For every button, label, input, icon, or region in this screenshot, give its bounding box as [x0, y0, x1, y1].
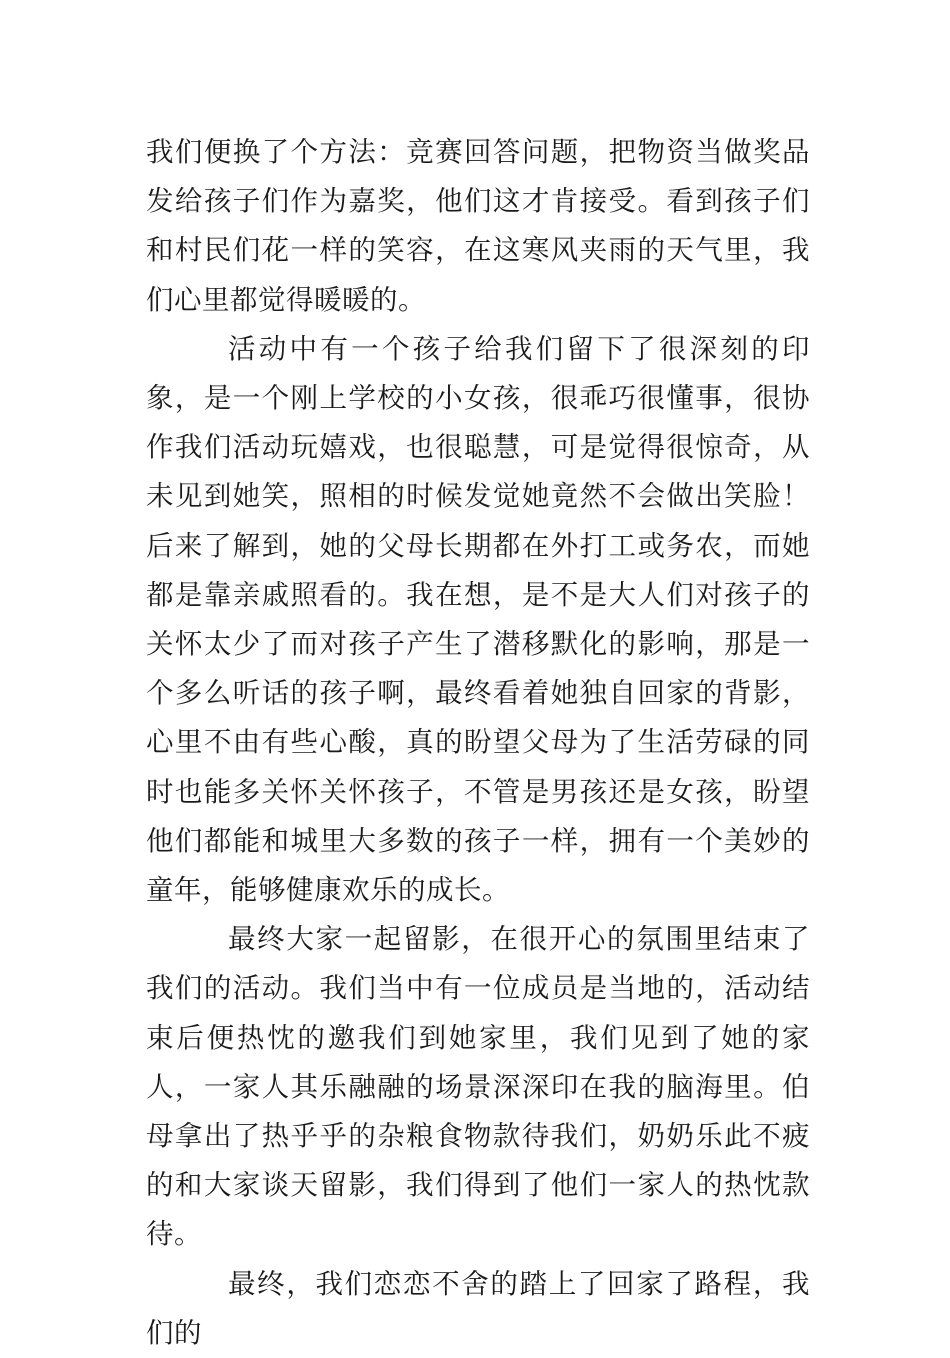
- paragraph-continued: 我们便换了个方法：竞赛回答问题，把物资当做奖品发给孩子们作为嘉奖，他们这才肯接受。看到孩子们和村民们花一样的笑容，在这寒风夹雨的天气里，我们心里都觉得暖暖的。: [146, 136, 810, 316]
- body-text: [146, 128, 810, 1358]
- paragraph-journey-home: 最终，我们恋恋不舍的踏上了回家了路程，我们的: [146, 1267, 810, 1349]
- paragraph-child-impression: 活动中有一个孩子给我们留下了很深刻的印象，是一个刚上学校的小女孩，很乖巧很懂事，很协作我们活动玩嬉戏，也很聪慧，可是觉得很惊奇，从未见到她笑，照相的时候发觉她竟然不会做出笑脸！后来了解到，她的父母长期都在外打工或务农，而她都是靠亲戚照看的。我在想，是不是大人们对孩子的关怀太少了而对孩子产生了潜移默化的影响，那是一个多么听话的孩子啊，最终看着她独自回家的背影，心里不由有些心酸，真的盼望父母为了生活劳碌的同时也能多关怀关怀孩子，不管是男孩还是女孩，盼望他们都能和城里大多数的孩子一样，拥有一个美妙的童年，能够健康欢乐的成长。: [146, 332, 810, 907]
- paragraph-group-photo: 最终大家一起留影，在很开心的氛围里结束了我们的活动。我们当中有一位成员是当地的，活动结束后便热忱的邀我们到她家里，我们见到了她的家人，一家人其乐融融的场景深深印在我的脑海里。伯母拿出了热乎乎的杂粮食物款待我们，奶奶乐此不疲的和大家谈天留影，我们得到了他们一家人的热忱款待。: [146, 923, 810, 1251]
